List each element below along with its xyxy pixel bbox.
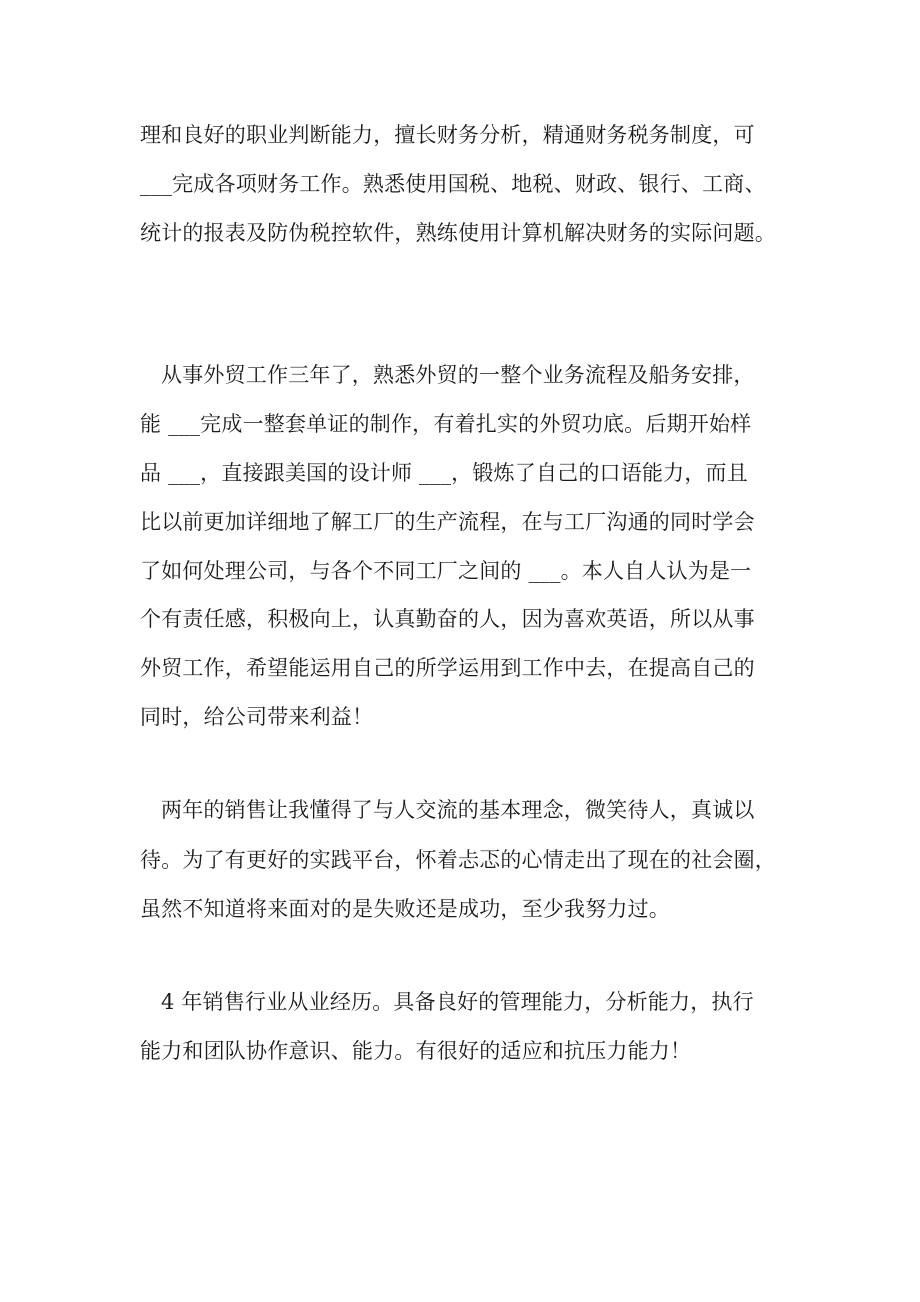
paragraph-line: 能 ___完成一整套单证的制作，有着扎实的外贸功底。后期开始样: [140, 412, 752, 436]
paragraph-line: 能力和团队协作意识、能力。有很好的适应和抗压力能力！: [140, 1039, 692, 1063]
paragraph-line: 4 年销售行业从业经历。具备良好的管理能力，分析能力，执行: [161, 990, 754, 1014]
paragraph-line: ___完成各项财务工作。熟悉使用国税、地税、财政、银行、工商、: [140, 172, 766, 196]
paragraph-line: 理和良好的职业判断能力，擅长财务分析，精通财务税务制度，可: [140, 123, 755, 147]
paragraph-line: 比以前更加详细地了解工厂的生产流程，在与工厂沟通的同时学会: [140, 510, 755, 534]
paragraph-line: 虽然不知道将来面对的是失败还是成功，至少我努力过。: [140, 897, 670, 921]
paragraph-line: 外贸工作，希望能运用自己的所学运用到工作中去，在提高自己的: [140, 656, 755, 680]
paragraph-line: 待。为了有更好的实践平台，怀着忐忑的心情走出了现在的社会圈，: [140, 848, 776, 872]
paragraph-line: 个有责任感，积极向上，认真勤奋的人，因为喜欢英语，所以从事: [140, 607, 755, 631]
paragraph-line: 从事外贸工作三年了，熟悉外贸的一整个业务流程及船务安排，: [161, 363, 755, 387]
paragraph-line: 了如何处理公司，与各个不同工厂之间的 ___。本人自人认为是一: [140, 559, 752, 583]
paragraph-line: 统计的报表及防伪税控软件，熟练使用计算机解决财务的实际问题。: [140, 221, 776, 245]
paragraph-line: 两年的销售让我懂得了与人交流的基本理念，微笑待人，真诚以: [161, 798, 755, 822]
paragraph-line: 同时，给公司带来利益！: [140, 705, 374, 729]
paragraph-line: 品 ___，直接跟美国的设计师 ___，锻炼了自己的口语能力，而且: [140, 461, 748, 485]
